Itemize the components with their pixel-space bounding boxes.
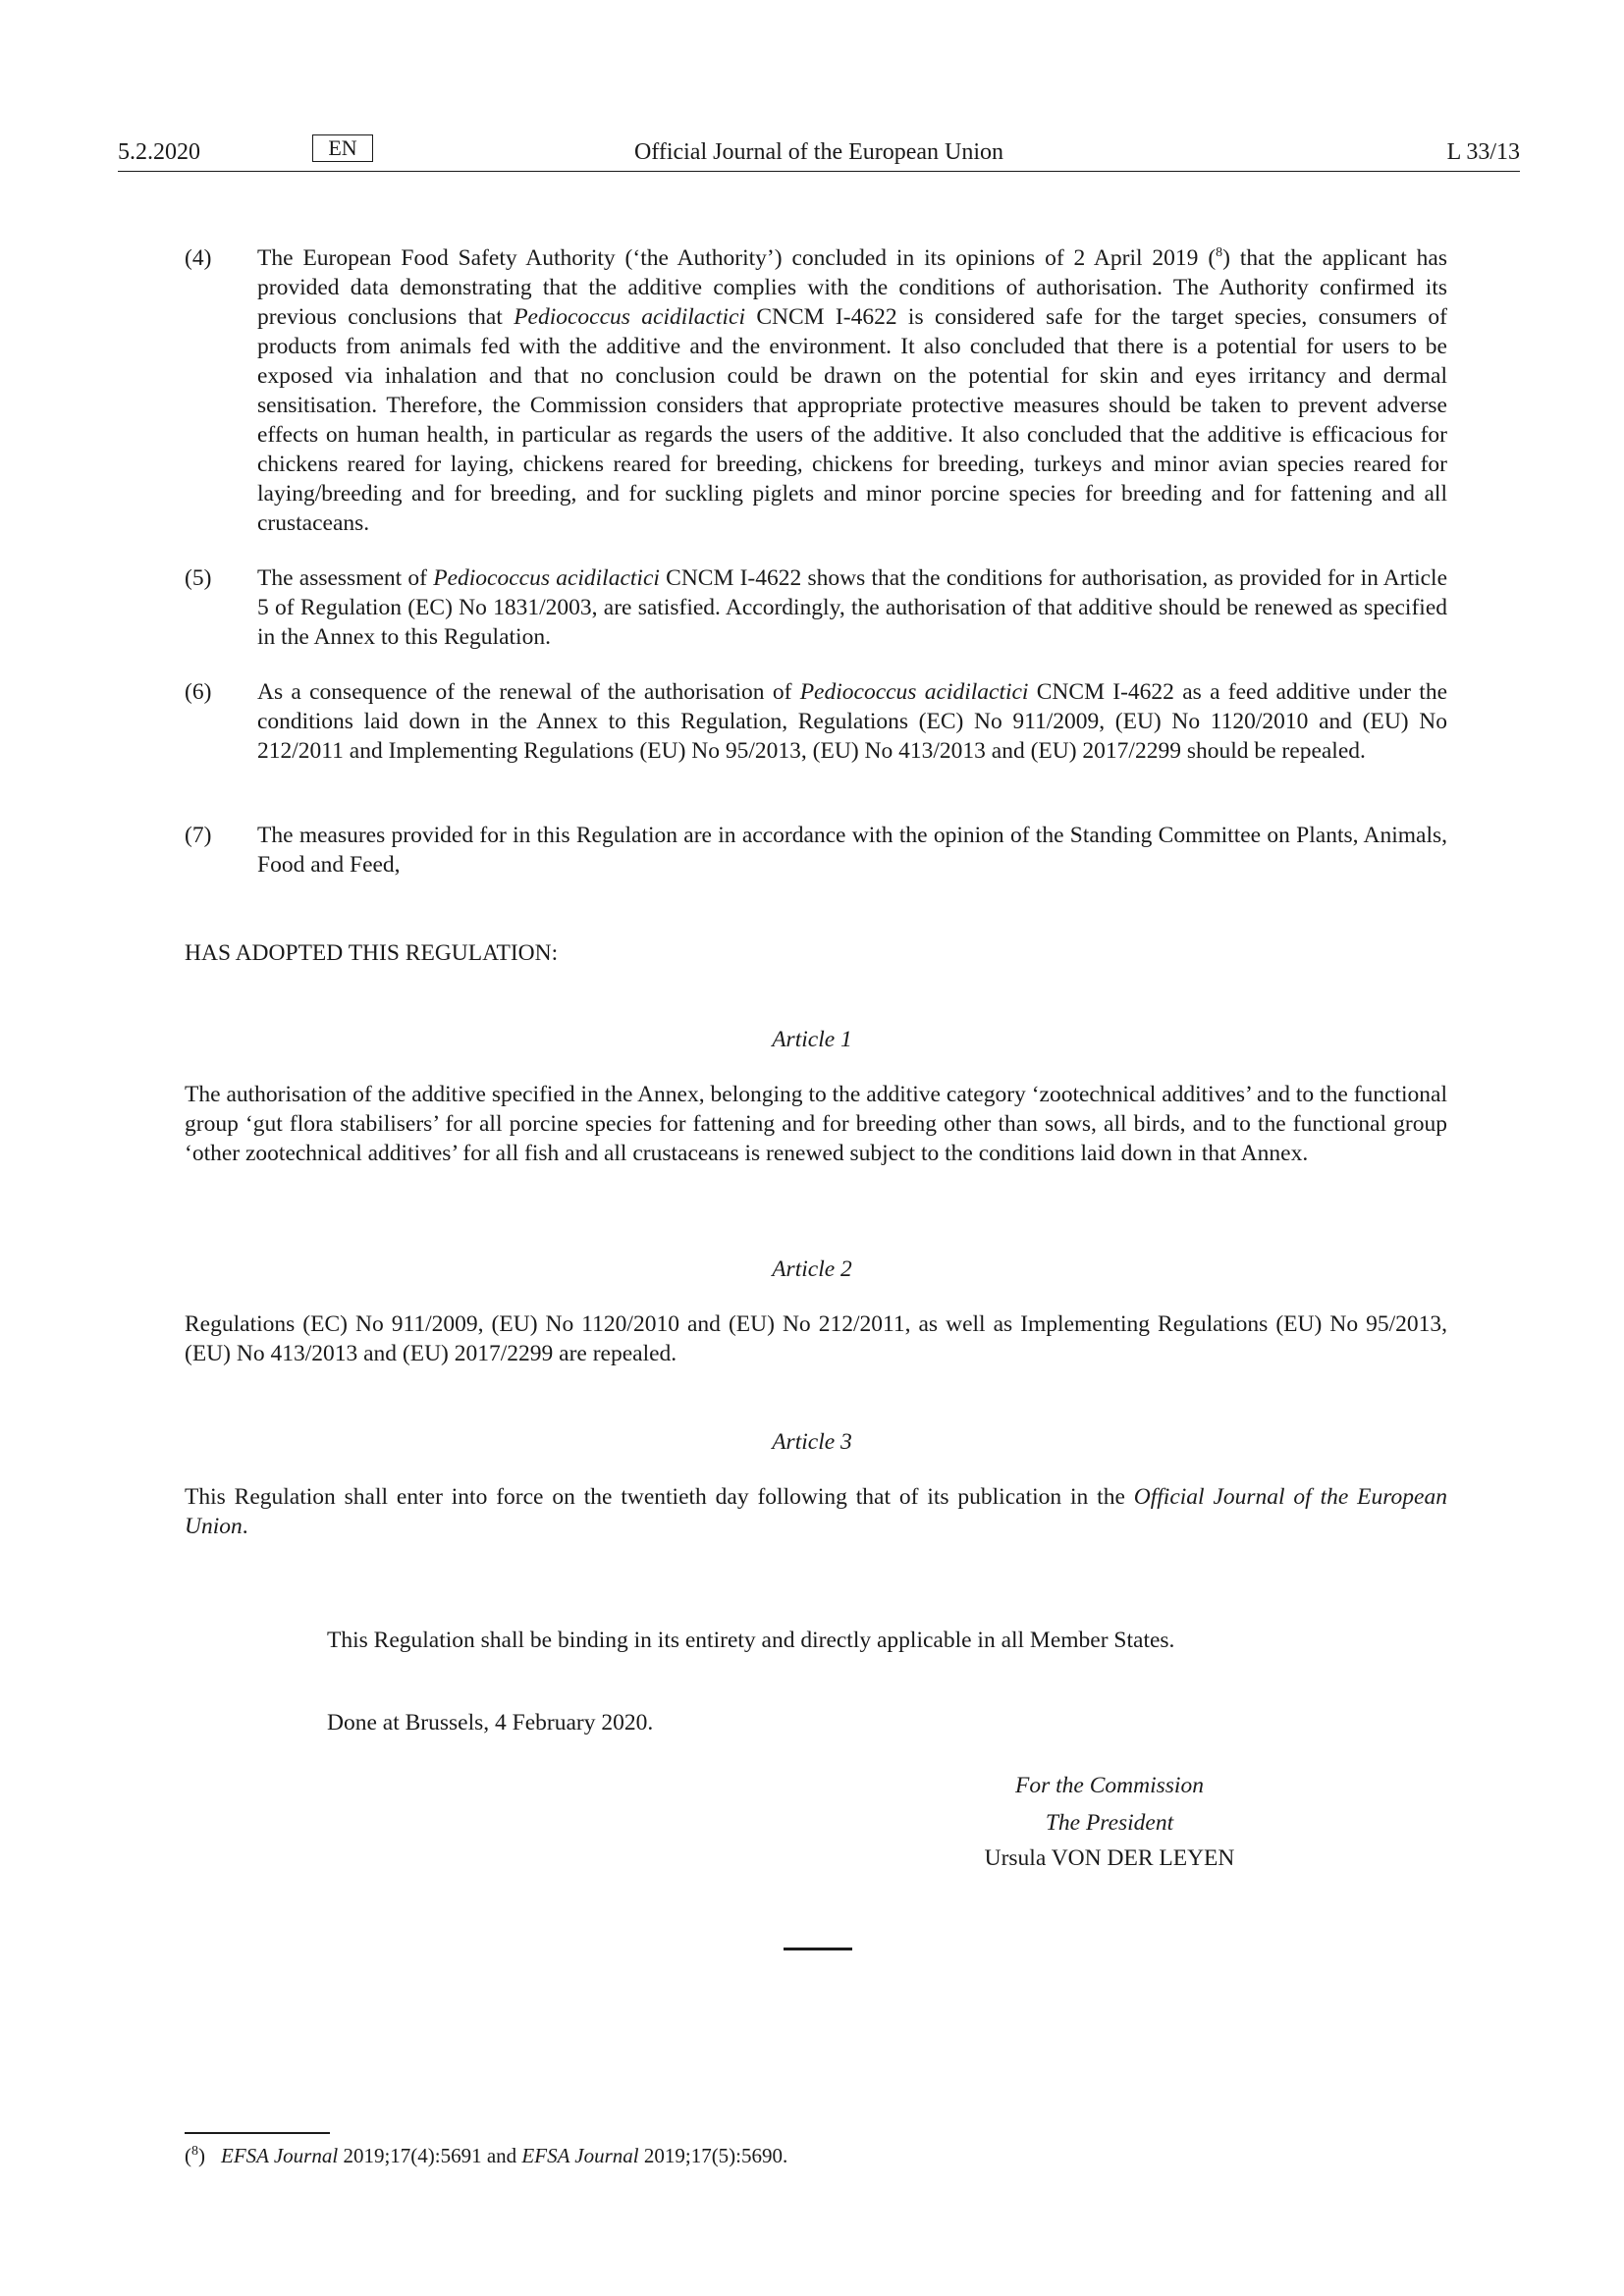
signature-block: [903, 1771, 1316, 1873]
article-2-body: Regulations (EC) No 911/2009, (EU) No 1120/2010 and (EU) No 212/2011, as well as Implementing Regulations (EU) No 95/2013, (EU) No 413/2013 and (EU) 2017/2299 are repealed.: [185, 1311, 1447, 1366]
recital-text: The assessment of Pediococcus acidilactici CNCM I-4622 shows that the conditions for authorisation, as provided for in Article 5 of Regulation (EC) No 1831/2003, are satisfied. Accordingly, the authorisation of that additive should be renewed as specified in the Annex to this Regulation.: [257, 565, 1448, 650]
article-1-title: Article 1: [772, 1027, 852, 1052]
recital-7: [185, 821, 1447, 880]
signature-role: The President: [1045, 1810, 1174, 1836]
species-name: Pediococcus acidilactici: [799, 679, 1029, 705]
recital-number: (5): [185, 565, 212, 591]
footnote-divider: [185, 2132, 330, 2134]
signature-for-line: For the Commission: [1015, 1773, 1204, 1798]
recital-6: [185, 677, 1447, 766]
journal-name: Official Journal of the European Union: [185, 1484, 1447, 1539]
publication-date: 5.2.2020: [118, 139, 200, 165]
recital-text: The European Food Safety Authority (‘the Authority’) concluded in its opinions of 2 April 2019 ($^8$) that the applicant has provided data demonstrating that the additive complies with the conditions of authorisation. The Authority confirmed its previous conclusions that Pediococcus acidilactici CNCM I-4622 is considered safe for the target species, consumers of products from animals fed with the additive and the environment. It also concluded that there is a potential for users to be exposed via inhalation and that no conclusion could be drawn on the potential for skin and eyes irritancy and dermal sensitisation. Therefore, the Commission considers that appropriate protective measures should be taken to prevent adverse effects on human health, in particular as regards the users of the additive. It also concluded that the additive is efficacious for chickens reared for laying, chickens reared for breeding, chickens for breeding, turkeys and minor avian species reared for laying/breeding and for breeding, and for suckling piglets and minor porcine species for breeding and for fattening and all crustaceans.: [257, 245, 1448, 536]
recital-number: (4): [185, 245, 212, 271]
adopted-statement: HAS ADOPTED THIS REGULATION:: [185, 940, 559, 966]
recital-5: [185, 563, 1447, 652]
article-3-body: This Regulation shall enter into force on the twentieth day following that of its publication in the Official Journal of the European Union.: [185, 1484, 1447, 1539]
footnote-marker: ($^8$): [185, 2144, 205, 2167]
language-badge: EN: [312, 134, 373, 162]
recital-number: (6): [185, 679, 212, 705]
signatory-name: Ursula VON DER LEYEN: [984, 1845, 1235, 1871]
article-3-title: Article 3: [772, 1429, 852, 1455]
recital-4: [185, 243, 1447, 538]
journal-title: Official Journal of the European Union: [633, 139, 1004, 165]
species-name: Pediococcus acidilactici: [514, 304, 746, 330]
recital-text: The measures provided for in this Regulation are in accordance with the opinion of the Standing Committee on Plants, Animals, Food and Feed,: [257, 823, 1447, 878]
footnote-8: ($^8$) EFSA Journal 2019;17(4):5691 and EFSA Journal 2019;17(5):5690.: [185, 2144, 788, 2167]
article-1-body: The authorisation of the additive specified in the Annex, belonging to the additive category ‘zootechnical additives’ and to the functional group ‘gut flora stabilisers’ for all porcine species for fattening and for breeding other than sows, all birds, and to the functional group ‘other zootechnical additives’ for all fish and all crustaceans is renewed subject to the conditions laid down in that Annex.: [185, 1082, 1447, 1166]
done-at: Done at Brussels, 4 February 2020.: [327, 1710, 654, 1735]
recital-text: As a consequence of the renewal of the authorisation of Pediococcus acidilactici CNCM I-4622 as a feed additive under the conditions laid down in the Annex to this Regulation, Regulations (EC) No 911/2009, (EU) No 1120/2010 and (EU) No 212/2011 and Implementing Regulations (EU) No 95/2013, (EU) No 413/2013 and (EU) 2017/2299 should be repealed.: [257, 679, 1448, 764]
species-name: Pediococcus acidilactici: [433, 565, 660, 591]
page-reference: L 33/13: [1446, 139, 1520, 165]
binding-statement: This Regulation shall be binding in its entirety and directly applicable in all Member States.: [327, 1628, 1175, 1653]
article-2-title: Article 2: [772, 1256, 852, 1282]
footnote-ref[interactable]: 8: [1216, 245, 1223, 261]
recital-number: (7): [185, 823, 212, 848]
end-divider: [784, 1948, 852, 1950]
journal-header: [118, 132, 1520, 172]
